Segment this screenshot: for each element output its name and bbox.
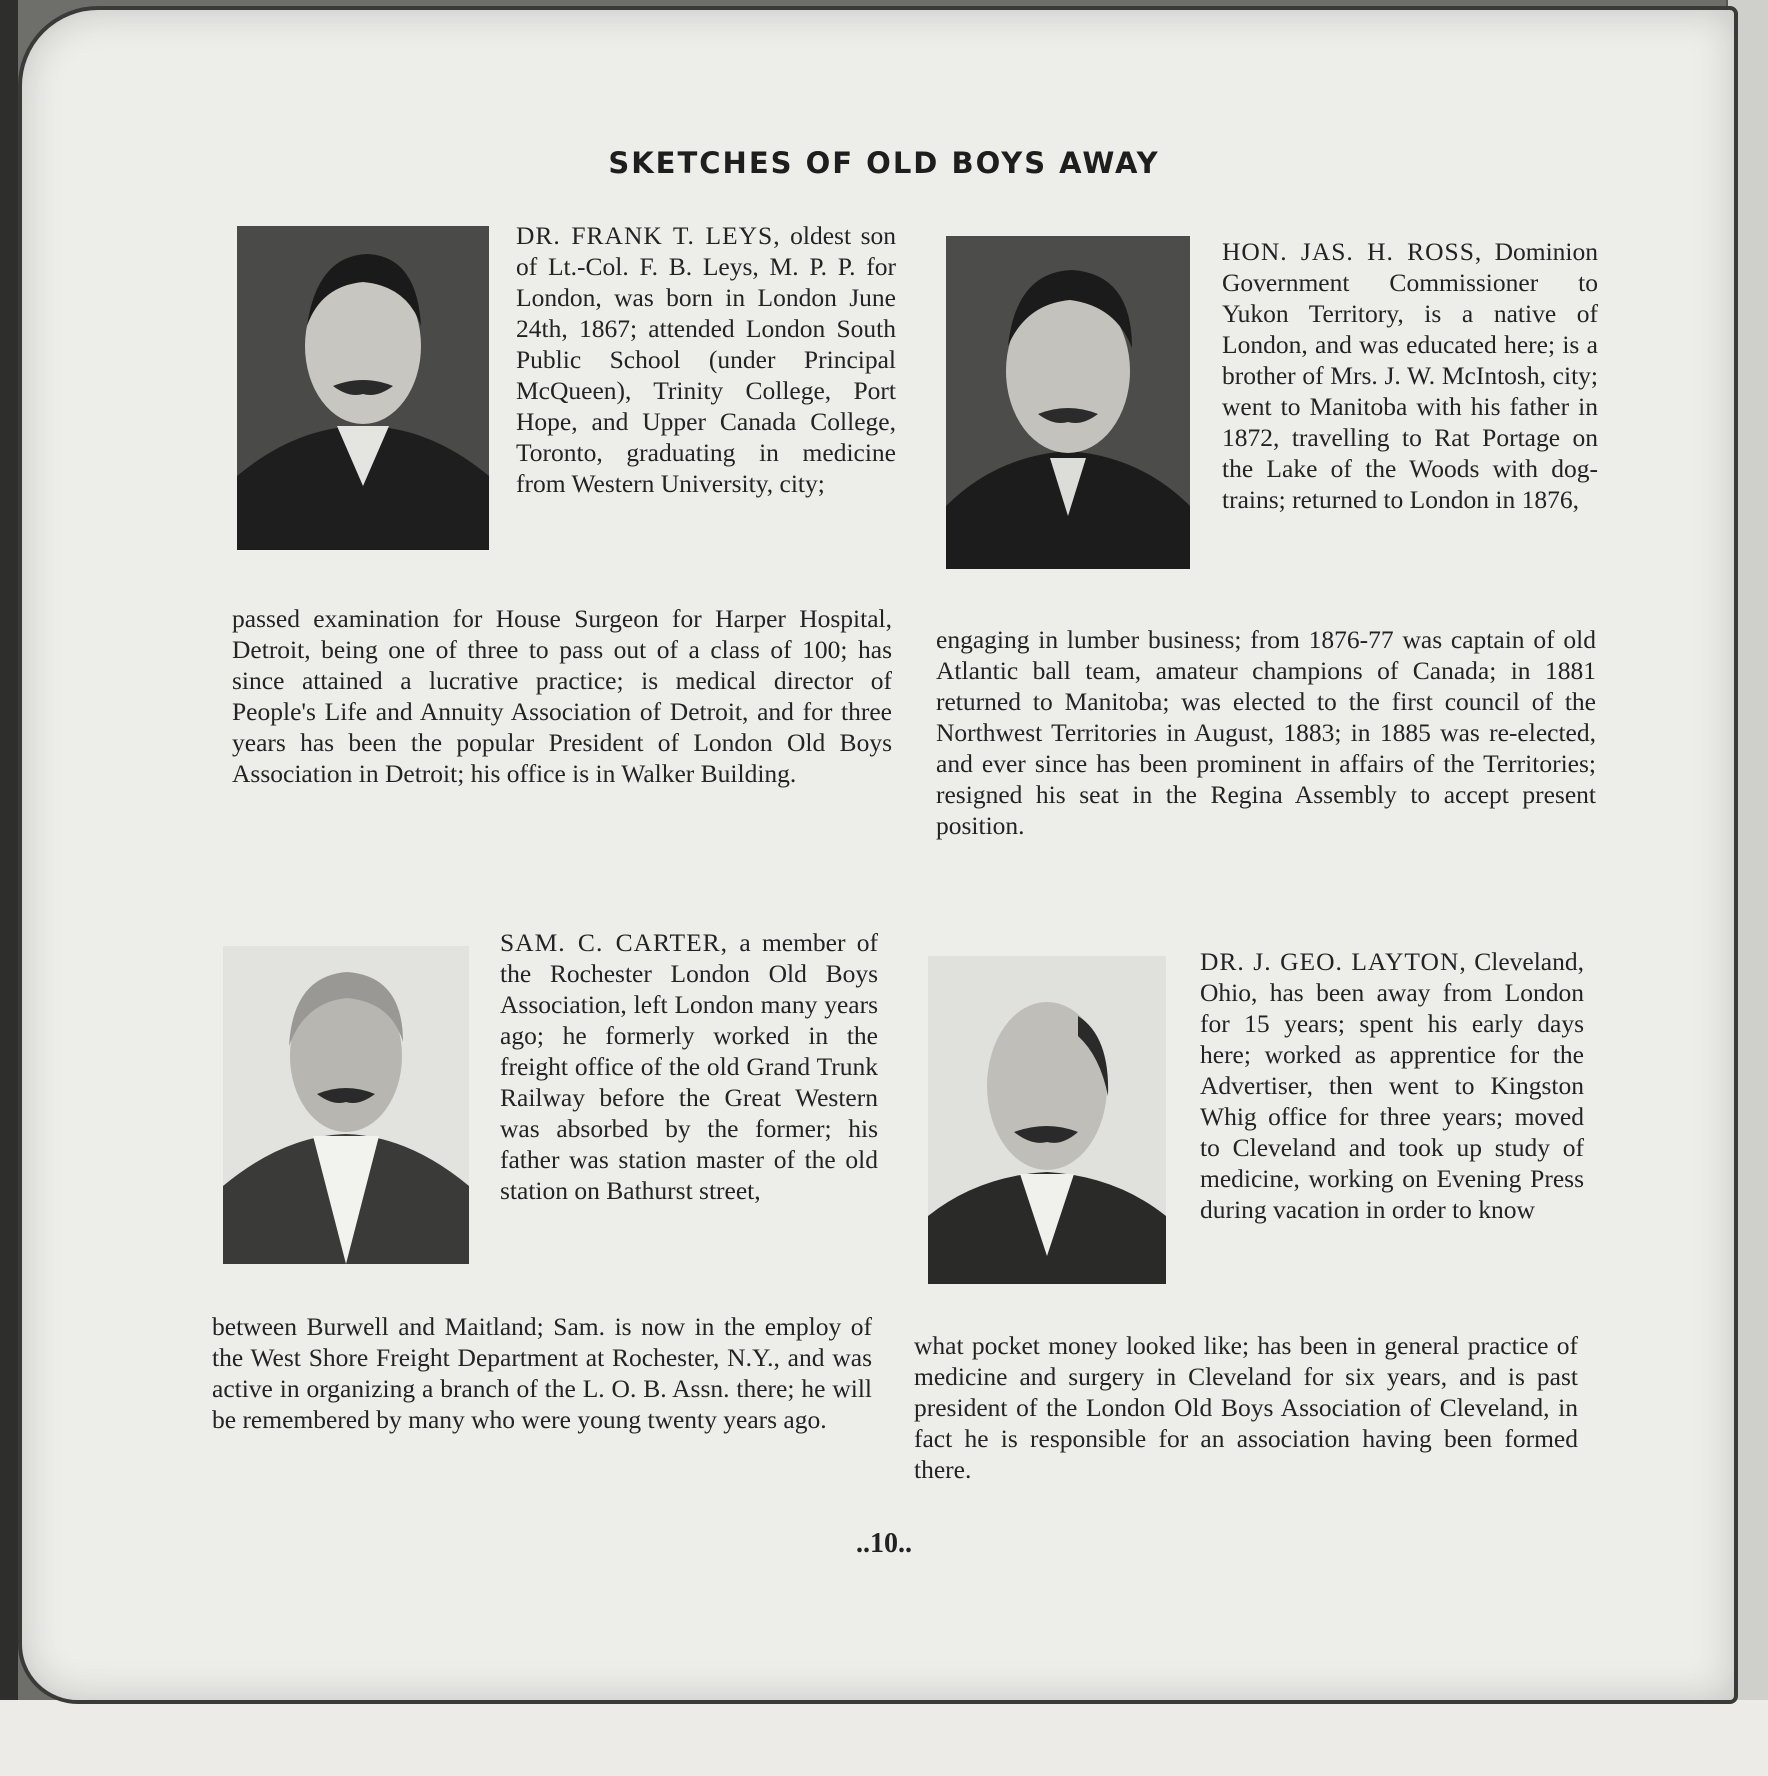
sketch-layton-name: DR. J. GEO. LAYTON, [1200, 947, 1467, 976]
sketch-leys-continued-text: passed examination for House Surgeon for Harper Hospital, Detroit, being one of three to pass out of a class of 100; has since attained a lucrative practice; is medical director of People's Life and Annuity Association of Detroit, and for three years has been the popular President of London Old Boys Association in Detroit; his office is in Walker Building. [232, 604, 892, 788]
sketch-leys [516, 220, 896, 499]
sketch-carter-side-text: a member of the Rochester London Old Boys Association, left London many years ago; he formerly worked in the freight office of the old Grand Trunk Railway before the Great Western was absorbed by the former; his father was station master of the old station on Bathurst street, [500, 928, 879, 1205]
page-number: ..10.. [856, 1528, 912, 1559]
portrait-leys [237, 226, 489, 550]
sketch-layton-side-text: Cleveland, Ohio, has been away from London for 15 years; spent his early days here; worked as apprentice for the Advertiser, then went to Kingston Whig office for three years; moved to Cleveland and took up study of medicine, working on Evening Press during vacation in order to know [1200, 947, 1584, 1224]
sketch-layton-continued [914, 1330, 1578, 1485]
portrait-layton-image [928, 956, 1166, 1284]
page-heading: SKETCHES OF OLD BOYS AWAY [608, 146, 1160, 180]
sketch-leys-side-text: oldest son of Lt.-Col. F. B. Leys, M. P. P. for London, was born in London June 24th, 1867; attended London South Public School (under Principal McQueen), Trinity College, Port Hope, and Upper Canada College, Toronto, graduating in medicine from Western University, city; [516, 221, 896, 498]
sketch-ross-name: HON. JAS. H. ROSS, [1222, 237, 1483, 266]
portrait-ross [946, 236, 1190, 569]
portrait-ross-image [946, 236, 1190, 569]
portrait-carter-image [223, 946, 469, 1264]
book-spine [0, 0, 18, 1776]
sketch-leys-name: DR. FRANK T. LEYS, [516, 221, 781, 250]
sketch-ross-continued-text: engaging in lumber business; from 1876-77 was captain of old Atlantic ball team, amateur champions of Canada; in 1881 returned to Manitoba; was elected to the first council of the Northwest Territories in August, 1883; in 1885 was re-elected, and ever since has been prominent in affairs of the Territories; resigned his seat in the Regina Assembly to accept present position. [936, 625, 1596, 840]
sketch-carter-name: SAM. C. CARTER, [500, 928, 729, 957]
portrait-layton [928, 956, 1166, 1284]
sketch-carter-continued [212, 1311, 872, 1435]
book-bottom [0, 1700, 1768, 1776]
portrait-carter [223, 946, 469, 1264]
sketch-ross [1222, 236, 1598, 515]
sketch-leys-continued [232, 603, 892, 789]
sketch-ross-continued [936, 624, 1596, 841]
portrait-leys-image [237, 226, 489, 550]
sketch-layton [1200, 946, 1584, 1225]
sketch-carter-continued-text: between Burwell and Maitland; Sam. is now in the employ of the West Shore Freight Department at Rochester, N.Y., and was active in organizing a branch of the L. O. B. Assn. there; he will be remembered by many who were young twenty years ago. [212, 1312, 872, 1434]
sketch-ross-side-text: Dominion Government Commissioner to Yukon Territory, is a native of London, and was educated here; is a brother of Mrs. J. W. McIntosh, city; went to Manitoba with his father in 1872, travelling to Rat Portage on the Lake of the Woods with dog-trains; returned to London in 1876, [1222, 237, 1598, 514]
sketch-carter [500, 927, 878, 1206]
sketch-layton-continued-text: what pocket money looked like; has been in general practice of medicine and surgery in Cleveland for six years, and is past president of the London Old Boys Association of Cleveland, in fact he is responsible for an association having been formed there. [914, 1331, 1578, 1484]
